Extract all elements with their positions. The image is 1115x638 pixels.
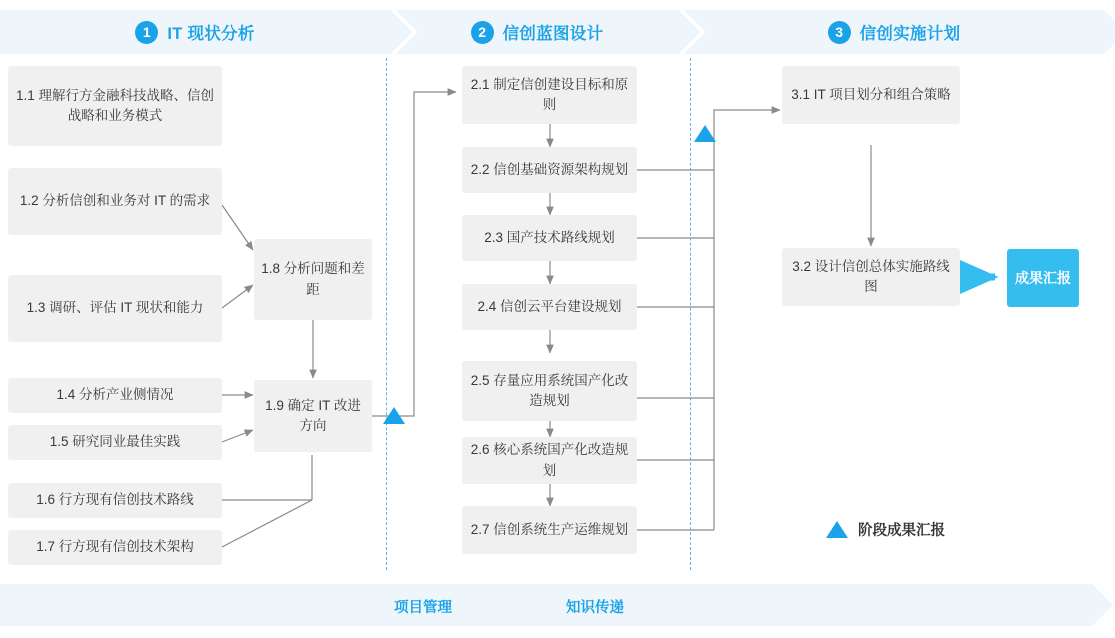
node-1-1[interactable]: 1.1 理解行方金融科技战略、信创战略和业务模式: [8, 66, 222, 146]
phase-number-1: 1: [135, 21, 158, 44]
node-3-2[interactable]: 3.2 设计信创总体实施路线图: [782, 248, 960, 306]
node-1-9[interactable]: 1.9 确定 IT 改进方向: [254, 380, 372, 452]
result-report-label: 成果汇报: [1015, 269, 1071, 286]
node-1-8[interactable]: 1.8 分析问题和差距: [254, 239, 372, 320]
phase-banner-3: [684, 10, 1104, 54]
milestone-triangle-phase2: [694, 125, 716, 142]
phase-title-1: IT 现状分析: [167, 25, 255, 43]
phase-divider-1: [386, 58, 387, 570]
milestone-triangle-phase1: [383, 407, 405, 424]
phase-title-2: 信创蓝图设计: [502, 25, 604, 43]
result-report-node[interactable]: [1007, 249, 1079, 307]
node-1-7[interactable]: 1.7 行方现有信创技术架构: [8, 530, 222, 565]
node-1-6[interactable]: 1.6 行方现有信创技术路线: [8, 483, 222, 518]
node-2-5[interactable]: 2.5 存量应用系统国产化改造规划: [462, 361, 637, 421]
node-2-4[interactable]: 2.4 信创云平台建设规划: [462, 284, 637, 330]
node-3-1[interactable]: 3.1 IT 项目划分和组合策略: [782, 66, 960, 124]
bottom-bar-chevron-icon: [1092, 584, 1113, 626]
banner-chevron-icon-2: [678, 10, 700, 54]
phase-title-3: 信创实施计划: [859, 25, 961, 43]
node-2-7[interactable]: 2.7 信创系统生产运维规划: [462, 506, 637, 554]
phase-number-3: 3: [828, 21, 851, 44]
node-1-3[interactable]: 1.3 调研、评估 IT 现状和能力: [8, 275, 222, 342]
phase-banner-2: [396, 10, 678, 54]
bottom-bar: [0, 584, 1092, 626]
node-2-3[interactable]: 2.3 国产技术路线规划: [462, 215, 637, 261]
node-2-6[interactable]: 2.6 核心系统国产化改造规划: [462, 437, 637, 484]
legend-label: 阶段成果汇报: [858, 523, 945, 539]
phase-banner-1: [0, 10, 390, 54]
node-1-2[interactable]: 1.2 分析信创和业务对 IT 的需求: [8, 168, 222, 235]
legend-triangle-icon: [826, 521, 848, 538]
phase-number-2: 2: [471, 21, 494, 44]
node-2-2[interactable]: 2.2 信创基础资源架构规划: [462, 147, 637, 193]
phase-divider-2: [690, 58, 691, 570]
node-2-1[interactable]: 2.1 制定信创建设目标和原则: [462, 66, 637, 124]
bottom-label-knowledge-transfer: 知识传递: [566, 600, 624, 616]
banner-chevron-icon-3: [1104, 10, 1115, 54]
node-1-4[interactable]: 1.4 分析产业侧情况: [8, 378, 222, 413]
bottom-label-project-management: 项目管理: [394, 600, 452, 616]
banner-chevron-icon: [390, 10, 412, 54]
node-1-5[interactable]: 1.5 研究同业最佳实践: [8, 425, 222, 460]
